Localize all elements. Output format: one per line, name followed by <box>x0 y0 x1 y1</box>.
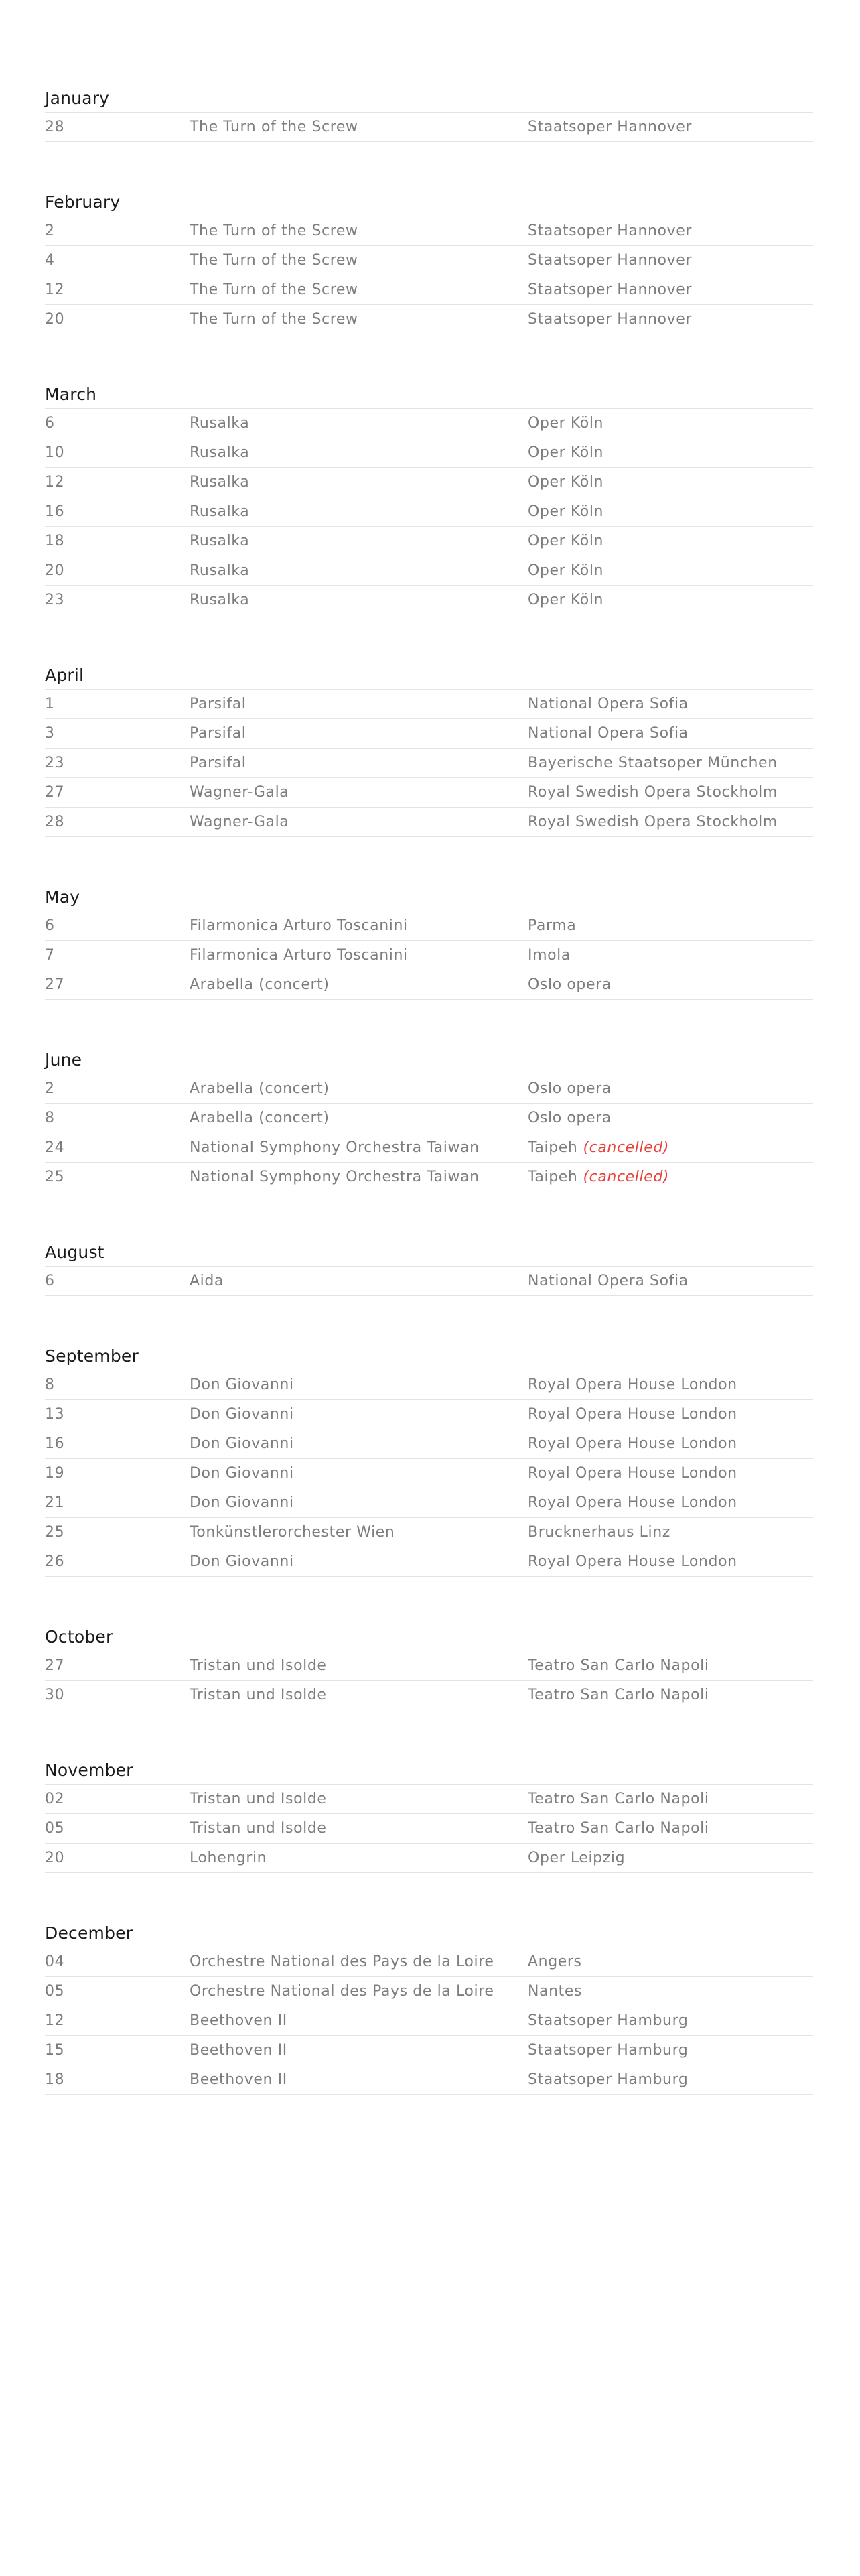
event-program: Don Giovanni <box>190 1435 294 1452</box>
event-date: 8 <box>45 1376 55 1393</box>
event-program: Wagner-Gala <box>190 784 289 801</box>
event-row <box>45 409 813 438</box>
event-row <box>45 1785 813 1814</box>
event-program: Tristan und Isolde <box>190 1820 327 1837</box>
event-date: 10 <box>45 444 65 461</box>
event-venue-cell <box>528 1104 813 1133</box>
event-venue: Royal Opera House London <box>528 1435 737 1452</box>
event-venue-cell <box>528 246 813 275</box>
month-section-september <box>45 1343 813 1577</box>
event-program: The Turn of the Screw <box>190 252 358 269</box>
event-venue-cell <box>528 1947 813 1976</box>
event-program: The Turn of the Screw <box>190 222 358 239</box>
event-date: 12 <box>45 281 65 298</box>
event-row <box>45 216 813 246</box>
event-venue: Taipeh <box>528 1169 578 1185</box>
event-venue-cell <box>528 2065 813 2094</box>
event-venue: Staatsoper Hamburg <box>528 2042 689 2059</box>
event-date: 26 <box>45 1553 65 1570</box>
event-program: Tristan und Isolde <box>190 1687 327 1703</box>
event-venue-cell <box>528 1547 813 1576</box>
month-heading: April <box>45 662 813 690</box>
event-program: Aida <box>190 1273 224 1289</box>
event-program: Rusalka <box>190 474 250 491</box>
event-venue: Staatsoper Hannover <box>528 252 693 269</box>
event-date: 2 <box>45 1080 55 1097</box>
event-row <box>45 113 813 142</box>
event-venue-cell <box>528 1488 813 1517</box>
event-date: 25 <box>45 1169 65 1185</box>
event-venue-cell <box>528 2006 813 2035</box>
event-program: Beethoven II <box>190 2042 287 2059</box>
event-row <box>45 970 813 1000</box>
event-row <box>45 1400 813 1429</box>
event-venue: National Opera Sofia <box>528 725 689 742</box>
event-venue-cell <box>528 468 813 497</box>
event-date: 19 <box>45 1465 65 1482</box>
event-row <box>45 1681 813 1710</box>
event-program: Tristan und Isolde <box>190 1791 327 1807</box>
event-venue: Staatsoper Hannover <box>528 311 693 328</box>
event-row <box>45 1651 813 1681</box>
event-date: 05 <box>45 1983 65 2000</box>
event-venue: Angers <box>528 1953 582 1970</box>
event-row <box>45 778 813 808</box>
event-venue: Staatsoper Hannover <box>528 222 693 239</box>
event-program: Rusalka <box>190 592 250 608</box>
event-row <box>45 1074 813 1104</box>
event-date: 24 <box>45 1139 65 1156</box>
month-heading: January <box>45 85 813 113</box>
event-venue-cell <box>528 216 813 245</box>
event-program: Orchestre National des Pays de la Loire <box>190 1983 494 2000</box>
month-section-october <box>45 1624 813 1710</box>
event-row <box>45 1370 813 1400</box>
month-heading: December <box>45 1920 813 1947</box>
event-row <box>45 1844 813 1873</box>
event-venue: Oper Köln <box>528 474 604 491</box>
event-date: 6 <box>45 1273 55 1289</box>
event-program: Beethoven II <box>190 2071 287 2088</box>
event-row <box>45 468 813 497</box>
event-row <box>45 1814 813 1844</box>
event-row <box>45 1163 813 1192</box>
schedule-list <box>45 85 813 2142</box>
event-program: Parsifal <box>190 755 246 771</box>
event-row <box>45 438 813 468</box>
event-program: Don Giovanni <box>190 1553 294 1570</box>
event-venue-cell <box>528 719 813 748</box>
event-venue: Royal Opera House London <box>528 1406 737 1423</box>
event-program: Don Giovanni <box>190 1376 294 1393</box>
event-date: 05 <box>45 1820 65 1837</box>
event-row <box>45 1459 813 1488</box>
event-venue: Royal Swedish Opera Stockholm <box>528 814 778 830</box>
event-row <box>45 911 813 941</box>
event-row <box>45 2036 813 2065</box>
month-section-august <box>45 1239 813 1296</box>
event-venue-cell <box>528 1429 813 1458</box>
event-venue: Teatro San Carlo Napoli <box>528 1657 709 1674</box>
event-venue: Oper Köln <box>528 533 604 550</box>
event-row <box>45 1267 813 1296</box>
event-date: 4 <box>45 252 55 269</box>
cancelled-badge: (cancelled) <box>583 1169 670 1185</box>
event-program: Rusalka <box>190 562 250 579</box>
event-date: 04 <box>45 1953 65 1970</box>
event-date: 23 <box>45 592 65 608</box>
event-venue-cell <box>528 1977 813 2006</box>
event-program: Orchestre National des Pays de la Loire <box>190 1953 494 1970</box>
event-row <box>45 1947 813 1977</box>
event-date: 28 <box>45 119 65 135</box>
event-row <box>45 497 813 527</box>
event-program: Don Giovanni <box>190 1406 294 1423</box>
event-program: Beethoven II <box>190 2012 287 2029</box>
event-venue-cell <box>528 1518 813 1547</box>
event-program: Tristan und Isolde <box>190 1657 327 1674</box>
event-row <box>45 749 813 778</box>
event-date: 20 <box>45 562 65 579</box>
event-date: 27 <box>45 784 65 801</box>
event-venue: Staatsoper Hamburg <box>528 2012 689 2029</box>
event-venue: Royal Opera House London <box>528 1465 737 1482</box>
event-row <box>45 690 813 719</box>
event-row <box>45 719 813 749</box>
event-venue: Teatro San Carlo Napoli <box>528 1791 709 1807</box>
event-program: Filarmonica Arturo Toscanini <box>190 917 408 934</box>
event-date: 27 <box>45 976 65 993</box>
event-venue-cell <box>528 941 813 970</box>
event-date: 6 <box>45 917 55 934</box>
event-date: 16 <box>45 503 65 520</box>
event-venue-cell <box>528 586 813 615</box>
event-date: 23 <box>45 755 65 771</box>
event-venue: Brucknerhaus Linz <box>528 1524 670 1541</box>
event-venue: Bayerische Staatsoper München <box>528 755 778 771</box>
event-row <box>45 527 813 556</box>
event-date: 12 <box>45 474 65 491</box>
event-date: 18 <box>45 533 65 550</box>
event-venue-cell <box>528 1074 813 1103</box>
event-date: 20 <box>45 311 65 328</box>
event-venue: Oper Köln <box>528 592 604 608</box>
event-venue-cell <box>528 778 813 807</box>
month-heading: November <box>45 1757 813 1785</box>
month-heading: February <box>45 189 813 216</box>
month-section-may <box>45 884 813 1000</box>
event-venue-cell <box>528 1400 813 1429</box>
event-date: 15 <box>45 2042 65 2059</box>
event-date: 28 <box>45 814 65 830</box>
event-date: 27 <box>45 1657 65 1674</box>
event-venue: Staatsoper Hannover <box>528 281 693 298</box>
event-row <box>45 1547 813 1577</box>
event-date: 2 <box>45 222 55 239</box>
event-date: 25 <box>45 1524 65 1541</box>
event-row <box>45 556 813 586</box>
event-program: Rusalka <box>190 503 250 520</box>
event-venue: Teatro San Carlo Napoli <box>528 1687 709 1703</box>
event-venue-cell <box>528 1844 813 1872</box>
event-program: Filarmonica Arturo Toscanini <box>190 947 408 964</box>
event-row <box>45 1518 813 1547</box>
event-program: Wagner-Gala <box>190 814 289 830</box>
event-venue-cell <box>528 305 813 334</box>
event-venue: Oper Köln <box>528 562 604 579</box>
event-venue-cell <box>528 438 813 467</box>
month-section-june <box>45 1047 813 1192</box>
event-row <box>45 1488 813 1518</box>
event-venue: National Opera Sofia <box>528 1273 689 1289</box>
event-row <box>45 1133 813 1163</box>
event-program: Arabella (concert) <box>190 1080 330 1097</box>
month-heading: May <box>45 884 813 911</box>
event-row <box>45 808 813 837</box>
event-venue-cell <box>528 527 813 556</box>
event-venue: Royal Opera House London <box>528 1376 737 1393</box>
event-venue: Imola <box>528 947 571 964</box>
month-heading: August <box>45 1239 813 1267</box>
month-heading: March <box>45 381 813 409</box>
event-venue: Oper Leipzig <box>528 1850 626 1866</box>
event-date: 6 <box>45 415 55 432</box>
event-row <box>45 246 813 275</box>
event-venue-cell <box>528 749 813 777</box>
event-venue-cell <box>528 911 813 940</box>
event-date: 02 <box>45 1791 65 1807</box>
event-row <box>45 275 813 305</box>
event-venue-cell <box>528 1267 813 1295</box>
cancelled-badge: (cancelled) <box>583 1139 670 1156</box>
event-date: 8 <box>45 1110 55 1126</box>
event-program: Arabella (concert) <box>190 1110 330 1126</box>
event-venue: Teatro San Carlo Napoli <box>528 1820 709 1837</box>
month-heading: June <box>45 1047 813 1074</box>
event-venue-cell <box>528 970 813 999</box>
event-venue: Staatsoper Hannover <box>528 119 693 135</box>
event-venue: Nantes <box>528 1983 583 2000</box>
event-venue-cell <box>528 275 813 304</box>
event-venue-cell <box>528 1370 813 1399</box>
event-venue: Oper Köln <box>528 503 604 520</box>
event-date: 7 <box>45 947 55 964</box>
event-venue-cell <box>528 1459 813 1488</box>
event-row <box>45 941 813 970</box>
event-program: The Turn of the Screw <box>190 311 358 328</box>
event-row <box>45 586 813 615</box>
event-venue: Oper Köln <box>528 415 604 432</box>
month-section-november <box>45 1757 813 1873</box>
month-section-january <box>45 85 813 142</box>
event-venue-cell <box>528 409 813 438</box>
event-program: Rusalka <box>190 444 250 461</box>
event-row <box>45 305 813 334</box>
event-program: Don Giovanni <box>190 1465 294 1482</box>
event-date: 12 <box>45 2012 65 2029</box>
event-program: Parsifal <box>190 696 246 712</box>
event-row <box>45 1104 813 1133</box>
event-venue: Taipeh <box>528 1139 578 1156</box>
event-venue: Royal Swedish Opera Stockholm <box>528 784 778 801</box>
event-venue-cell <box>528 1163 813 1192</box>
month-heading: September <box>45 1343 813 1370</box>
month-section-april <box>45 662 813 837</box>
event-venue-cell <box>528 556 813 585</box>
event-venue: Parma <box>528 917 577 934</box>
event-row <box>45 2065 813 2095</box>
month-section-march <box>45 381 813 615</box>
event-venue-cell <box>528 497 813 526</box>
event-program: The Turn of the Screw <box>190 281 358 298</box>
event-date: 1 <box>45 696 55 712</box>
event-date: 18 <box>45 2071 65 2088</box>
event-program: Rusalka <box>190 415 250 432</box>
event-venue: Oslo opera <box>528 1110 612 1126</box>
event-venue-cell <box>528 690 813 718</box>
event-venue: National Opera Sofia <box>528 696 689 712</box>
event-program: National Symphony Orchestra Taiwan <box>190 1169 480 1185</box>
event-program: Arabella (concert) <box>190 976 330 993</box>
event-row <box>45 1977 813 2006</box>
event-program: Tonkünstlerorchester Wien <box>190 1524 395 1541</box>
event-venue: Royal Opera House London <box>528 1553 737 1570</box>
event-program: Parsifal <box>190 725 246 742</box>
event-program: Rusalka <box>190 533 250 550</box>
event-venue-cell <box>528 1651 813 1680</box>
event-date: 16 <box>45 1435 65 1452</box>
event-venue: Oslo opera <box>528 1080 612 1097</box>
event-venue: Oslo opera <box>528 976 612 993</box>
event-date: 13 <box>45 1406 65 1423</box>
event-venue-cell <box>528 1814 813 1843</box>
month-heading: October <box>45 1624 813 1651</box>
event-venue: Royal Opera House London <box>528 1494 737 1511</box>
event-venue: Staatsoper Hamburg <box>528 2071 689 2088</box>
event-row <box>45 1429 813 1459</box>
event-venue: Oper Köln <box>528 444 604 461</box>
event-row <box>45 2006 813 2036</box>
month-section-february <box>45 189 813 334</box>
event-venue-cell <box>528 808 813 836</box>
event-venue-cell <box>528 2036 813 2065</box>
event-program: Lohengrin <box>190 1850 267 1866</box>
event-venue-cell <box>528 1681 813 1710</box>
event-program: National Symphony Orchestra Taiwan <box>190 1139 480 1156</box>
event-program: The Turn of the Screw <box>190 119 358 135</box>
event-date: 20 <box>45 1850 65 1866</box>
event-program: Don Giovanni <box>190 1494 294 1511</box>
event-venue-cell <box>528 113 813 141</box>
event-date: 21 <box>45 1494 65 1511</box>
event-venue-cell <box>528 1785 813 1813</box>
event-date: 30 <box>45 1687 65 1703</box>
event-date: 3 <box>45 725 55 742</box>
month-section-december <box>45 1920 813 2095</box>
event-venue-cell <box>528 1133 813 1162</box>
